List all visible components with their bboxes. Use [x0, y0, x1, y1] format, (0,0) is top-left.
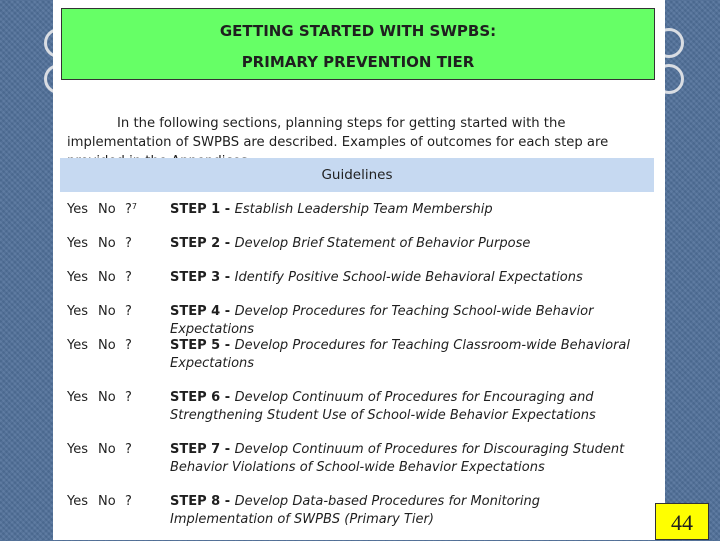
unsure-option[interactable]: ? [125, 390, 132, 405]
step-label: STEP 1 - [170, 202, 235, 217]
unsure-option[interactable]: ? [125, 494, 132, 509]
step-description: Develop Procedures for Teaching School-wide Behavior Expectations [170, 304, 594, 337]
step-label: STEP 8 - [170, 494, 235, 509]
step-label: STEP 6 - [170, 390, 235, 405]
step-label: STEP 2 - [170, 236, 235, 251]
yes-option[interactable]: Yes [67, 270, 88, 285]
yes-option[interactable]: Yes [67, 338, 88, 353]
unsure-option[interactable]: ? [125, 304, 132, 319]
step-description: Develop Continuum of Procedures for Discouraging Student Behavior Violations of School-wide Behavior Expectations [170, 442, 625, 475]
step-text [170, 303, 640, 339]
title-box [61, 8, 655, 80]
step-label: STEP 7 - [170, 442, 235, 457]
step-text [170, 235, 640, 253]
step-label: STEP 4 - [170, 304, 235, 319]
no-option[interactable]: No [98, 494, 116, 509]
unsure-option[interactable]: ? [125, 442, 132, 457]
step-text [170, 201, 640, 219]
guidelines-header: Guidelines [60, 158, 654, 192]
step-description: Develop Continuum of Procedures for Encouraging and Strengthening Student Use of School-wide Behavior Expectations [170, 390, 596, 423]
step-label: STEP 3 - [170, 270, 235, 285]
step-label: STEP 5 - [170, 338, 235, 353]
unsure-option[interactable]: ? [125, 236, 132, 251]
no-option[interactable]: No [98, 202, 116, 217]
step-text [170, 389, 640, 425]
yes-option[interactable]: Yes [67, 236, 88, 251]
yes-option[interactable]: Yes [67, 494, 88, 509]
yes-option[interactable]: Yes [67, 202, 88, 217]
no-option[interactable]: No [98, 338, 116, 353]
page-number: 44 [655, 503, 709, 540]
step-description: Establish Leadership Team Membership [234, 202, 493, 217]
document-page [53, 0, 665, 540]
step-text [170, 337, 640, 373]
no-option[interactable]: No [98, 304, 116, 319]
no-option[interactable]: No [98, 270, 116, 285]
yes-option[interactable]: Yes [67, 390, 88, 405]
no-option[interactable]: No [98, 390, 116, 405]
unsure-option[interactable]: ? [125, 270, 132, 285]
step-description: Develop Data-based Procedures for Monitoring Implementation of SWPBS (Primary Tier) [170, 494, 540, 527]
unsure-option[interactable]: ? [125, 338, 132, 353]
title-line-2: PRIMARY PREVENTION TIER [241, 53, 475, 71]
step-text [170, 493, 640, 529]
step-text [170, 269, 640, 287]
yes-option[interactable]: Yes [67, 442, 88, 457]
unsure-option[interactable]: ?$^7$ [125, 202, 137, 217]
no-option[interactable]: No [98, 442, 116, 457]
footnote-mark: 7 [131, 202, 137, 211]
no-option[interactable]: No [98, 236, 116, 251]
step-description: Identify Positive School-wide Behavioral Expectations [234, 270, 583, 285]
step-text [170, 441, 640, 477]
step-description: Develop Brief Statement of Behavior Purpose [234, 236, 531, 251]
title-line-1: GETTING STARTED WITH SWPBS: [219, 22, 497, 40]
yes-option[interactable]: Yes [67, 304, 88, 319]
intro-paragraph: In the following sections, planning steps for getting started with the implementation of SWPBS are described. Examples of outcomes for each step are [67, 116, 609, 150]
step-description: Develop Procedures for Teaching Classroom-wide Behavioral Expectations [170, 338, 631, 371]
